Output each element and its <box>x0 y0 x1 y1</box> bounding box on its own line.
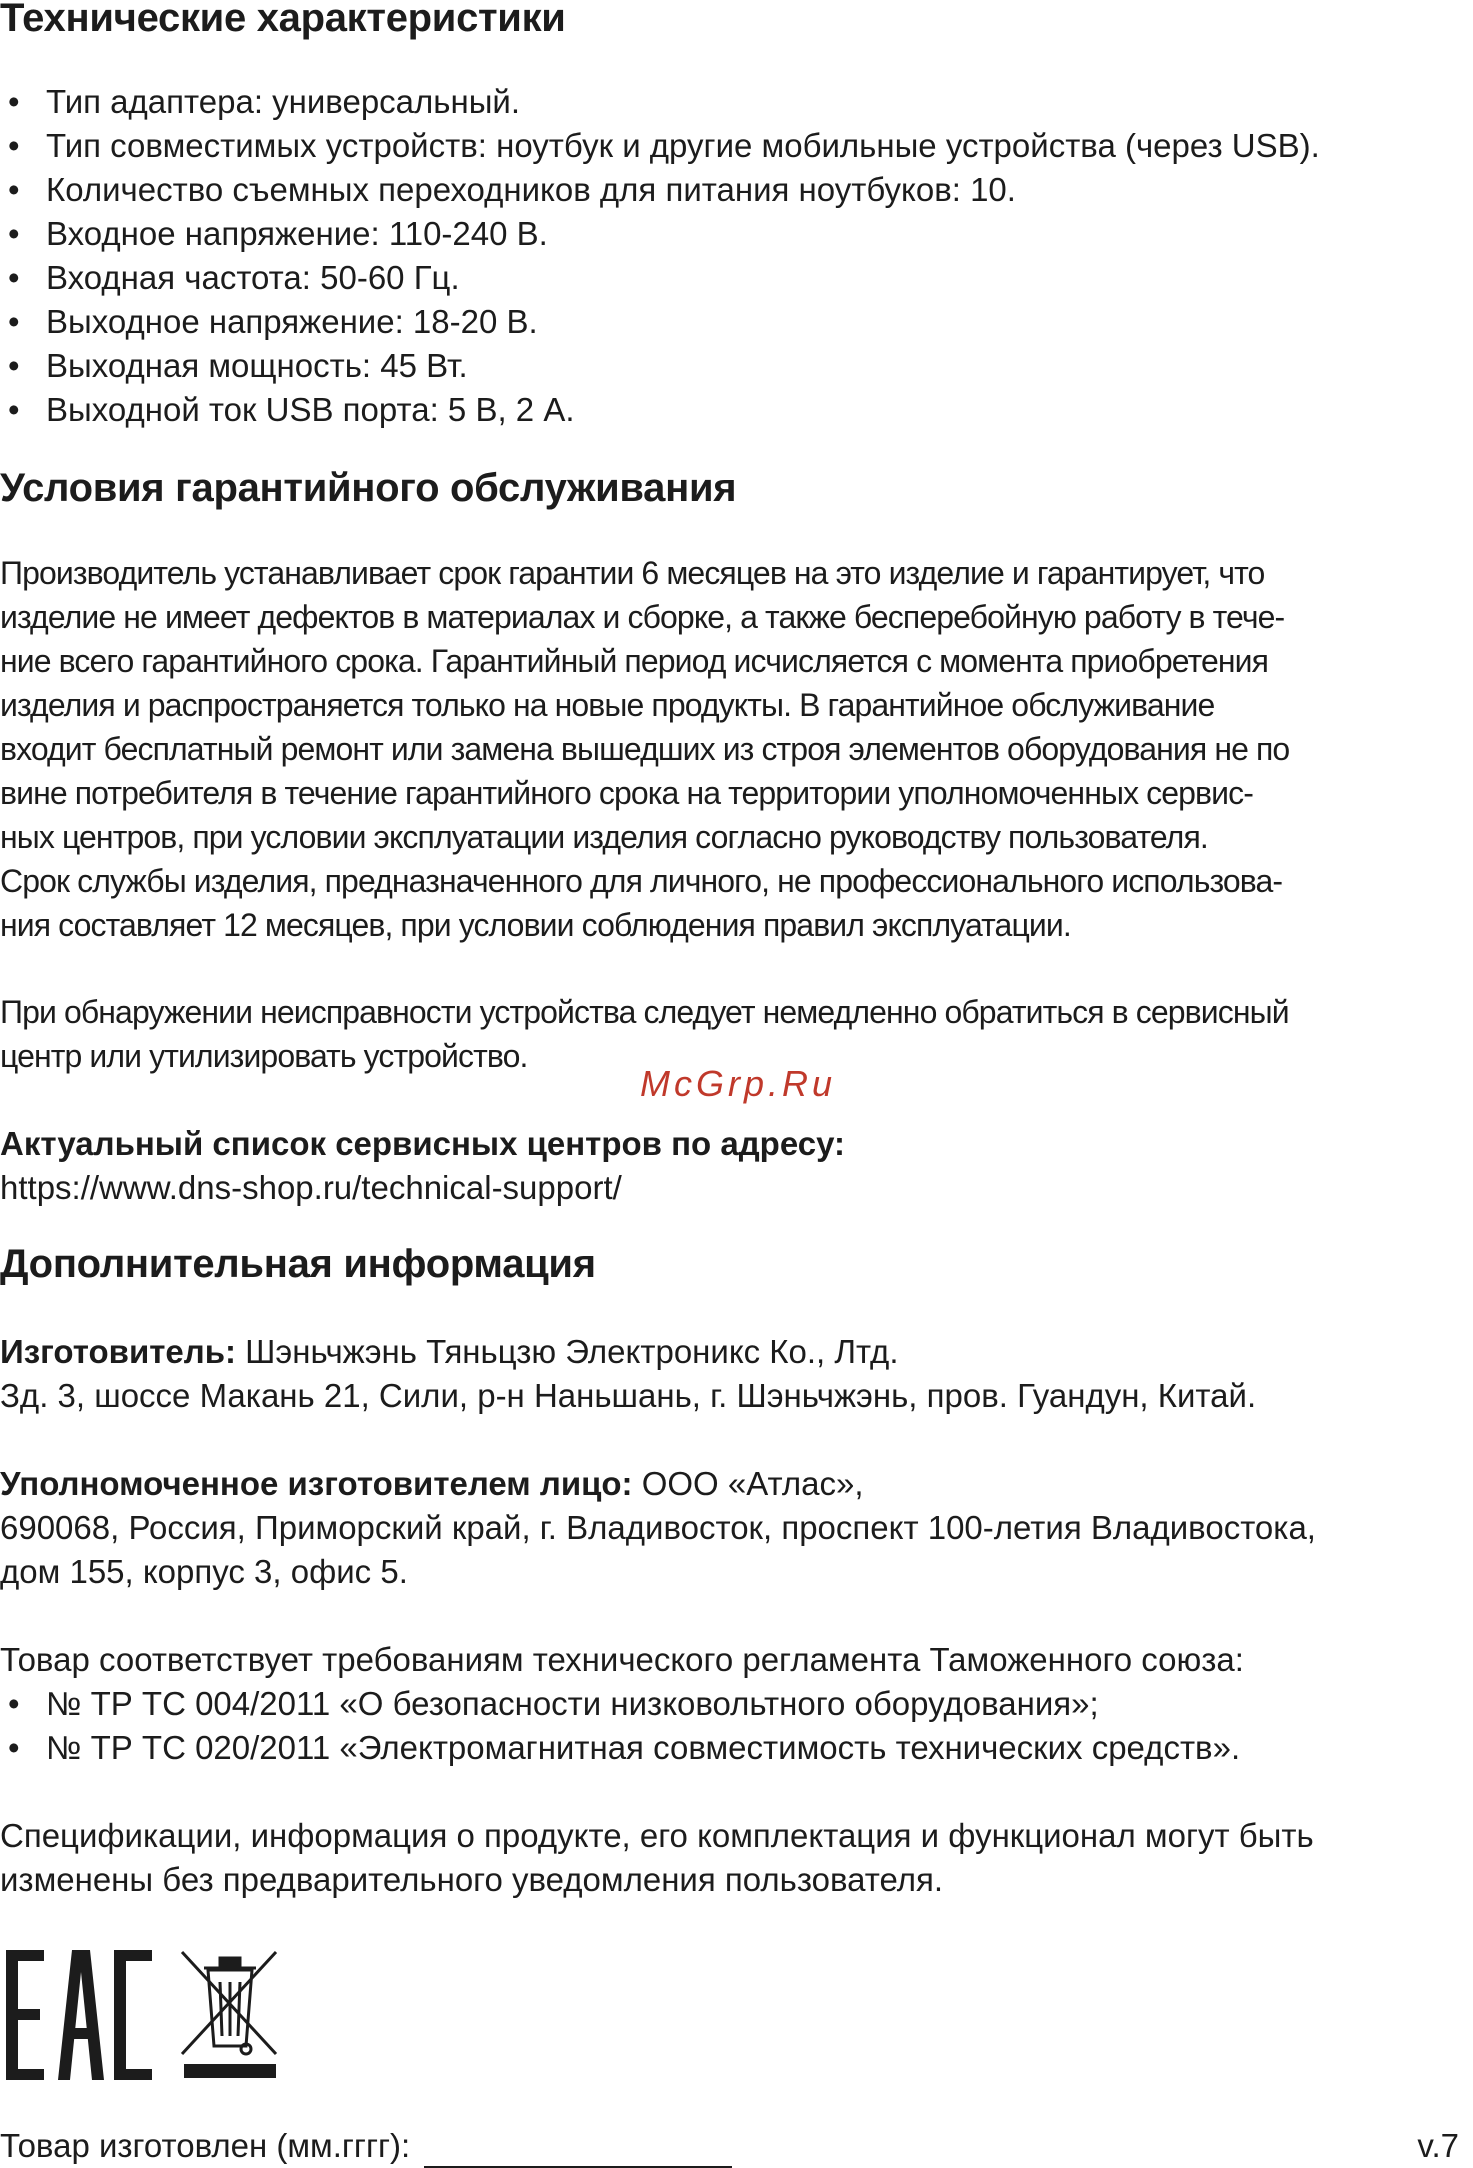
paragraph-line: входит бесплатный ремонт или замена вышедших из строя элементов оборудования не по <box>0 731 1290 767</box>
compliance-text: № ТР ТС 020/2011 «Электромагнитная совместимость технических средств». <box>46 1729 1241 1766</box>
manufacture-date-line <box>0 2124 732 2168</box>
bullet: • <box>8 215 20 252</box>
spec-text: Тип адаптера: универсальный. <box>46 83 521 120</box>
list-item <box>0 256 1473 300</box>
bullet: • <box>8 1685 20 1722</box>
paragraph-line: ных центров, при условии эксплуатации изделия согласно руководству пользователя. <box>0 819 1208 855</box>
bullet: • <box>8 391 20 428</box>
manufacture-date-label: Товар изготовлен (мм.гггг): <box>0 2127 411 2164</box>
paragraph-line: ние всего гарантийного срока. Гарантийный период исчисляется с момента приобретения <box>0 643 1269 679</box>
spec-text: Входное напряжение: 110-240 В. <box>46 215 548 252</box>
paragraph-line: ния составляет 12 месяцев, при условии соблюдения правил эксплуатации. <box>0 907 1071 943</box>
bullet: • <box>8 83 20 120</box>
list-item <box>0 168 1473 212</box>
manufacture-date-blank <box>424 2132 732 2168</box>
bullet: • <box>8 347 20 384</box>
paragraph-line: вине потребителя в течение гарантийного срока на территории уполномоченных сервис- <box>0 775 1253 811</box>
list-item <box>0 344 1473 388</box>
manufacturer-line <box>0 1330 898 1374</box>
list-item <box>0 1726 1473 1770</box>
compliance-text: № ТР ТС 004/2011 «О безопасности низковольтного оборудования»; <box>46 1685 1099 1722</box>
version-label: v.7 <box>1417 2127 1459 2164</box>
representative-address-2: дом 155, корпус 3, офис 5. <box>0 1553 408 1590</box>
spec-text: Входная частота: 50-60 Гц. <box>46 259 460 296</box>
warranty-paragraph <box>0 551 1473 947</box>
watermark: McGrp.Ru <box>640 1063 837 1104</box>
service-list-label-text: Актуальный список сервисных центров по адресу: <box>0 1125 846 1162</box>
spec-text: Выходной ток USB порта: 5 В, 2 А. <box>46 391 575 428</box>
specs-heading: Технические характеристики <box>0 0 566 40</box>
paragraph-line: Срок службы изделия, предназначенного для личного, не профессионального использова- <box>0 863 1283 899</box>
paragraph-line: При обнаружении неисправности устройства следует немедленно обратиться в сервисный <box>0 994 1289 1030</box>
paragraph-line: изделия и распространяется только на новые продукты. В гарантийное обслуживание <box>0 687 1215 723</box>
crossed-bin-icon <box>180 1950 280 2080</box>
bullet: • <box>8 1729 20 1766</box>
bullet: • <box>8 171 20 208</box>
bullet: • <box>8 259 20 296</box>
disclaimer-line-1: Спецификации, информация о продукте, его комплектация и функционал могут быть <box>0 1817 1314 1854</box>
list-item <box>0 124 1473 168</box>
service-list-label <box>0 1122 845 1166</box>
representative-line <box>0 1462 864 1506</box>
bullet: • <box>8 127 20 164</box>
manufacturer-address: Зд. 3, шоссе Макань 21, Сили, р-н Наньшань, г. Шэньчжэнь, пров. Гуандун, Китай. <box>0 1377 1257 1414</box>
representative-label: Уполномоченное изготовителем лицо: <box>0 1465 633 1502</box>
representative-name: ООО «Атлас», <box>632 1465 864 1502</box>
manufacturer-label: Изготовитель: <box>0 1333 236 1370</box>
manufacturer-name: Шэньчжэнь Тяньцзю Электроникс Ко., Лтд. <box>235 1333 899 1370</box>
list-item <box>0 80 1473 124</box>
list-item <box>0 212 1473 256</box>
paragraph-line: центр или утилизировать устройство. <box>0 1038 528 1074</box>
service-url-link[interactable]: https://www.dns-shop.ru/technical-support/ <box>0 1169 622 1206</box>
bullet: • <box>8 303 20 340</box>
paragraph-line: изделие не имеет дефектов в материалах и сборке, а также бесперебойную работу в тече- <box>0 599 1285 635</box>
extra-heading: Дополнительная информация <box>0 1242 596 1286</box>
paragraph-line: Производитель устанавливает срок гарантии 6 месяцев на это изделие и гарантирует, что <box>0 555 1265 591</box>
spec-text: Выходное напряжение: 18-20 В. <box>46 303 538 340</box>
spec-text: Выходная мощность: 45 Вт. <box>46 347 468 384</box>
warranty-heading: Условия гарантийного обслуживания <box>0 466 737 510</box>
list-item <box>0 1682 1473 1726</box>
eac-mark-icon <box>6 1950 152 2080</box>
representative-address-1: 690068, Россия, Приморский край, г. Владивосток, проспект 100-летия Владивостока, <box>0 1509 1316 1546</box>
spec-text: Тип совместимых устройств: ноутбук и другие мобильные устройства (через USB). <box>46 127 1320 164</box>
disclaimer-line-2: изменены без предварительного уведомления пользователя. <box>0 1861 944 1898</box>
list-item <box>0 388 1473 432</box>
list-item <box>0 300 1473 344</box>
compliance-intro: Товар соответствует требованиям технического регламента Таможенного союза: <box>0 1641 1244 1678</box>
spec-text: Количество съемных переходников для питания ноутбуков: 10. <box>46 171 1016 208</box>
